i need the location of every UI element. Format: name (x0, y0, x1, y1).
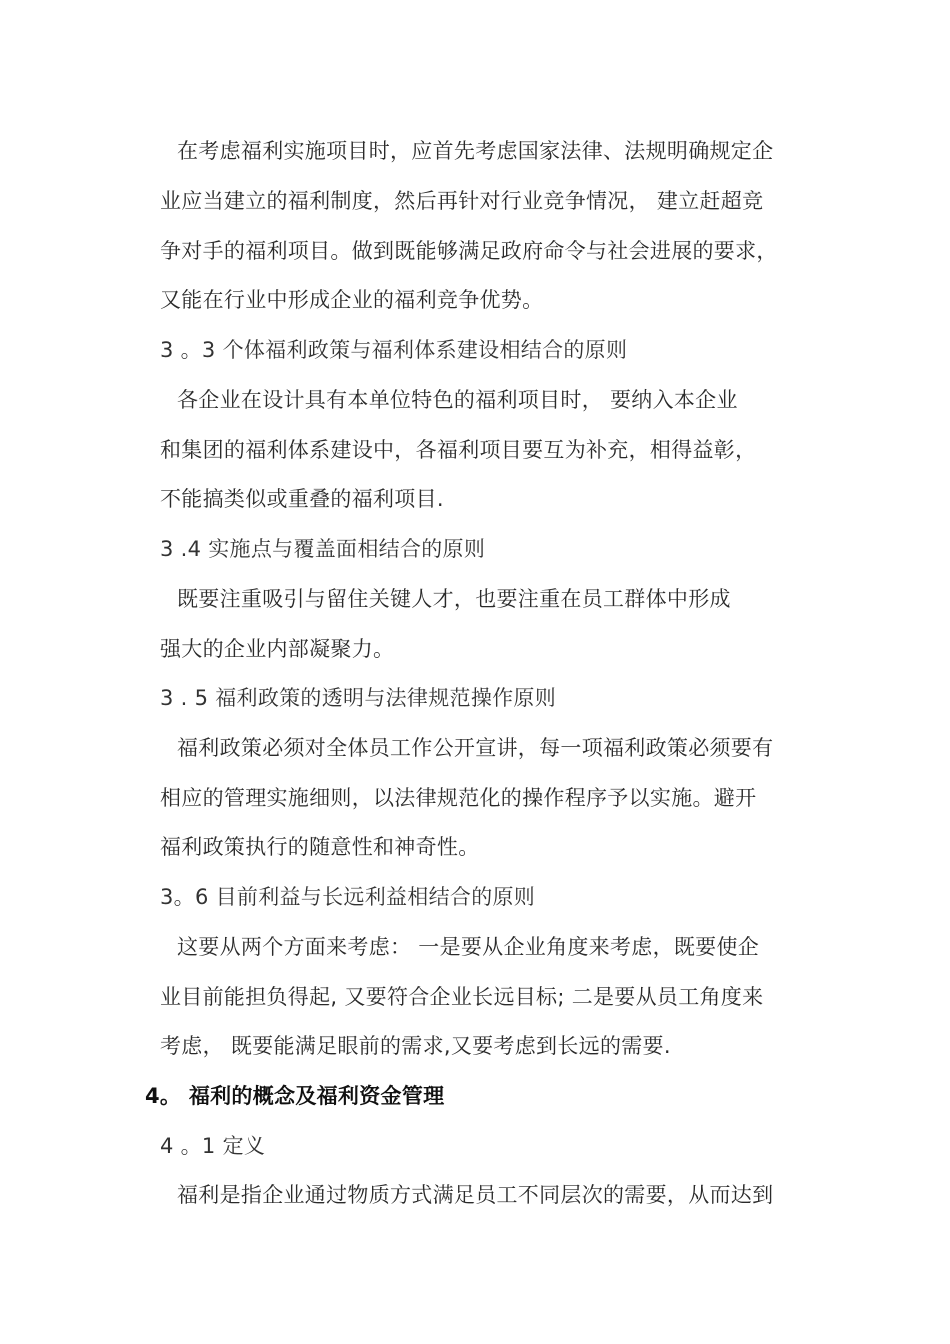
paragraph-line: 既要注重吸引与留住关键人才，也要注重在员工群体中形成 (177, 587, 731, 611)
paragraph-line: 福利政策执行的随意性和神奇性。 (160, 835, 480, 859)
section-heading-4-1: 4 。1 定义 (160, 1134, 266, 1158)
section-heading-3-4: 3 .4 实施点与覆盖面相结合的原则 (160, 537, 486, 561)
paragraph-line: 福利政策必须对全体员工作公开宣讲，每一项福利政策必须要有 (177, 736, 774, 760)
paragraph-line: 福利是指企业通过物质方式满足员工不同层次的需要，从而达到 (177, 1183, 774, 1207)
paragraph-line: 在考虑福利实施项目时，应首先考虑国家法律、法规明确规定企 (177, 139, 774, 163)
paragraph-line: 强大的企业内部凝聚力。 (160, 637, 395, 661)
paragraph-line: 争对手的福利项目。做到既能够满足政府命令与社会进展的要求， (160, 239, 778, 263)
paragraph-line: 不能搞类似或重叠的福利项目. (160, 487, 444, 511)
paragraph-line: 考虑， 既要能满足眼前的需求,又要考虑到长远的需要. (160, 1034, 671, 1058)
section-heading-3-6: 3。6 目前利益与长远利益相结合的原则 (160, 885, 536, 909)
paragraph-line: 这要从两个方面来考虑： 一是要从企业角度来考虑，既要使企 (177, 935, 760, 959)
paragraph-line: 又能在行业中形成企业的福利竞争优势。 (160, 288, 544, 312)
paragraph-line: 相应的管理实施细则，以法律规范化的操作程序予以实施。避开 (160, 786, 757, 810)
paragraph-line: 和集团的福利体系建设中，各福利项目要互为补充，相得益彰， (160, 438, 757, 462)
paragraph-line: 业目前能担负得起, 又要符合企业长远目标; 二是要从员工角度来 (160, 985, 764, 1009)
section-heading-3-3: 3 。3 个体福利政策与福利体系建设相结合的原则 (160, 338, 628, 362)
chapter-heading-4: 4。 福利的概念及福利资金管理 (145, 1084, 445, 1108)
paragraph-line: 业应当建立的福利制度，然后再针对行业竞争情况， 建立赶超竞 (160, 189, 764, 213)
section-heading-3-5: 3 . 5 福利政策的透明与法律规范操作原则 (160, 686, 557, 710)
paragraph-line: 各企业在设计具有本单位特色的福利项目时， 要纳入本企业 (177, 388, 738, 412)
